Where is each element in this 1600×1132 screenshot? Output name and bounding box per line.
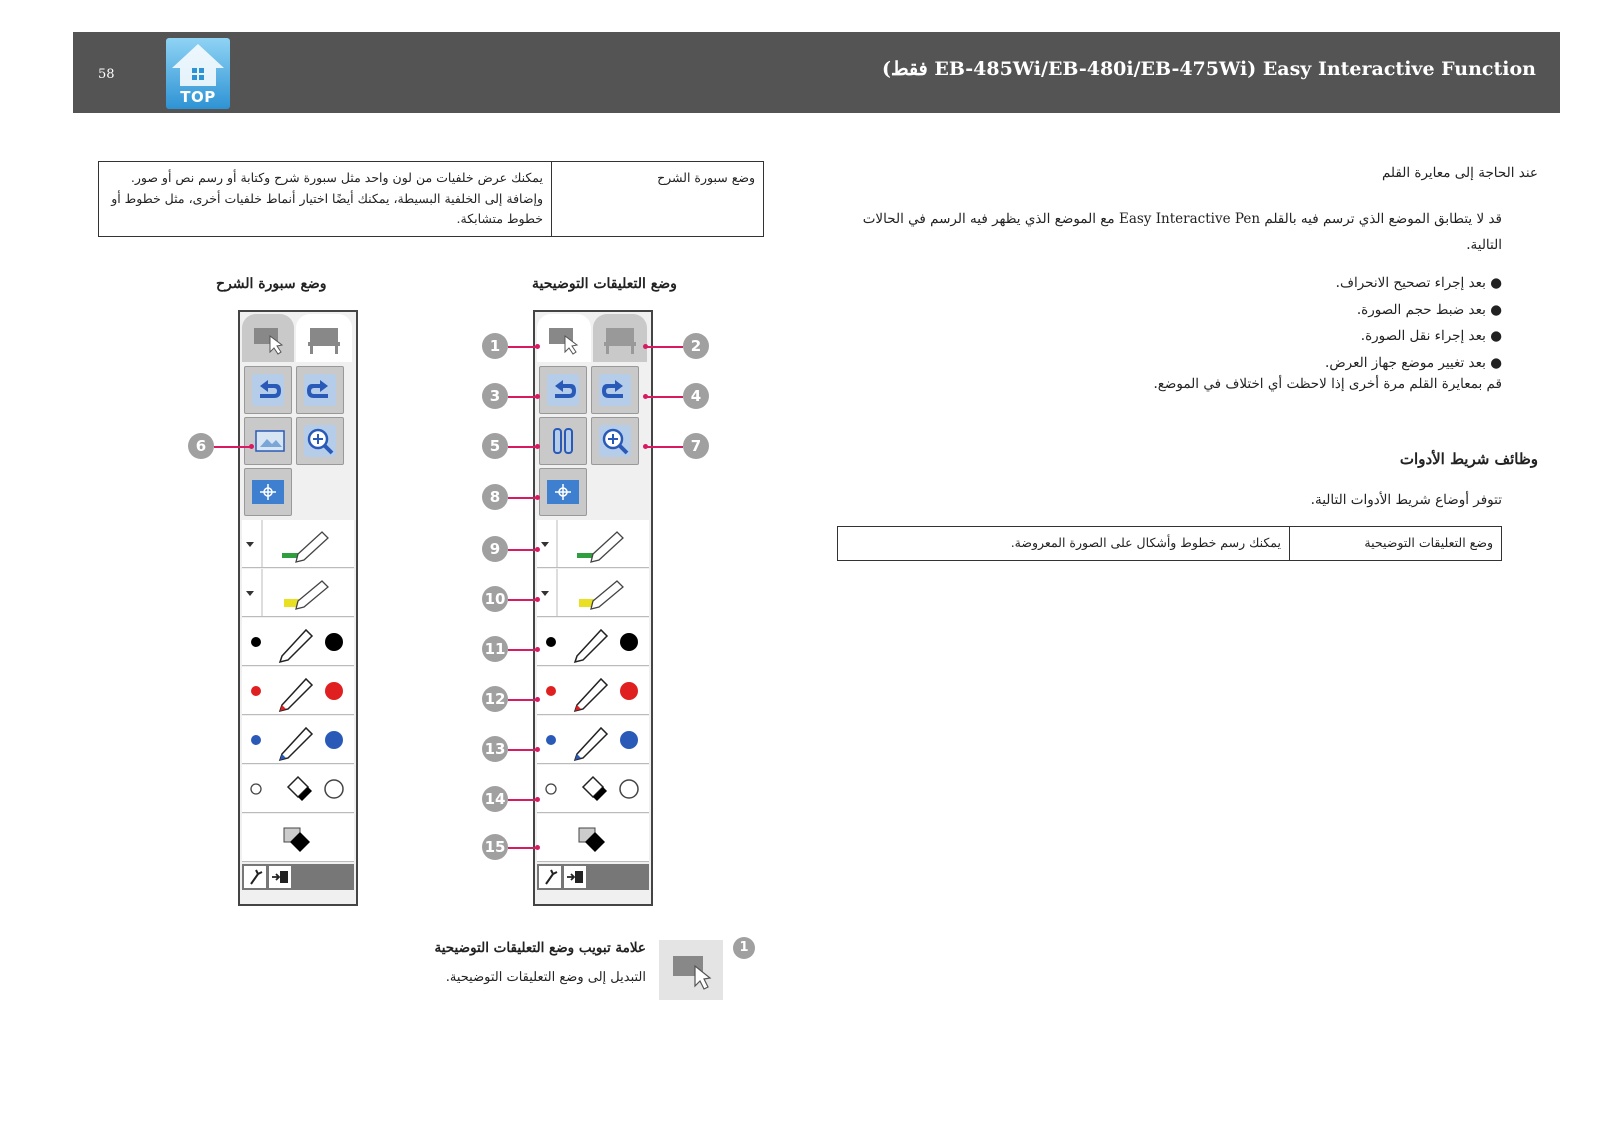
toolbar-footer [242,864,354,890]
callout-number: 15 [482,834,508,860]
caption-annotation-mode: وضع التعليقات التوضيحية [532,276,677,292]
table-desc-cell: يمكنك رسم خطوط وأشكال على الصورة المعروضة. [838,527,1290,561]
bullet-item: ● بعد ضبط حجم الصورة. [1356,301,1502,318]
item1-description: التبديل إلى وضع التعليقات التوضيحية. [445,970,646,985]
leader-line [508,799,538,801]
marker-yellow-icon [242,569,354,616]
pen-black-icon [242,618,354,665]
leader-line [645,346,683,348]
blue-pen-row[interactable] [242,716,354,764]
heading-calibration: عند الحاجة إلى معايرة القلم [1381,165,1538,181]
annotation-mode-table [837,526,1502,561]
leader-line [508,346,538,348]
exit-button[interactable] [564,866,586,888]
callout-number: 3 [482,383,508,409]
leader-dot [535,444,540,449]
table-mode-cell: وضع سبورة الشرح [552,162,764,237]
leader-line [645,446,683,448]
yellow-marker-row[interactable] [242,569,354,617]
leader-dot [643,344,648,349]
exit-icon [269,866,291,888]
toolbar-footer [537,864,649,890]
callout-number: 5 [482,433,508,459]
eraser-icon [537,765,649,812]
leader-dot [535,797,540,802]
annotation-tab-icon [537,314,591,362]
table-desc-cell: يمكنك عرض خلفيات من لون واحد مثل سبورة شرح وكتابة أو رسم نص أو صور. وإضافة إلى الخلفية البسيطة، يمكنك أيضًا اختيار أنماط خلفيات أخرى، مثل خطوط أو خطوط متشابكة. [99,162,552,237]
leader-line [508,847,538,849]
bullet-list [1325,270,1502,376]
eraser-row[interactable] [242,765,354,813]
zoom-button[interactable] [591,417,639,465]
leader-line [645,396,683,398]
top-logo-label: TOP [180,88,216,106]
black-pen-row[interactable] [242,618,354,666]
exit-button[interactable] [269,866,291,888]
leader-dot [535,647,540,652]
annotation-tab-icon [242,314,294,362]
green-marker-row[interactable] [537,520,649,568]
whiteboard-toolbar [238,310,358,906]
clear-screen-icon [537,814,649,861]
leader-dot [249,444,254,449]
settings-button[interactable] [539,866,561,888]
zoom-button[interactable] [296,417,344,465]
annotation-tab-icon [659,940,723,1000]
leader-dot [535,344,540,349]
item1-title: علامة تبويب وضع التعليقات التوضيحية [434,940,646,956]
zoom-icon [597,423,633,459]
pen-black-icon [537,618,649,665]
callout-number: 9 [482,536,508,562]
tab-annotation[interactable] [537,314,591,362]
annotation-tab-thumbnail [659,940,723,1000]
page-title: (فقط EB-485Wi/EB-480i/EB-475Wi) Easy Interactive Function [882,58,1536,80]
whiteboard-mode-table [98,161,764,237]
leader-line [508,446,538,448]
callout-number: 13 [482,736,508,762]
tab-whiteboard[interactable] [593,314,647,362]
paragraph-calibration: قد لا يتطابق الموضع الذي ترسم فيه بالقلم Easy Interactive Pen مع الموضع الذي يظهر فيه الرسم في الحالات التالية. [862,211,1502,253]
callout-number: 1 [482,333,508,359]
leader-dot [643,444,648,449]
red-pen-row[interactable] [242,667,354,715]
callout-number: 7 [683,433,709,459]
pause-icon [545,423,581,459]
undo-icon [545,372,581,408]
leader-line [508,396,538,398]
leader-dot [535,547,540,552]
pen-blue-icon [537,716,649,763]
leader-dot [643,394,648,399]
undo-button[interactable] [539,366,587,414]
marker-green-icon [537,520,649,567]
callout-number: 2 [683,333,709,359]
exit-icon [564,866,586,888]
undo-icon [250,372,286,408]
leader-dot [535,845,540,850]
leader-line [508,549,538,551]
leader-line [508,749,538,751]
background-select-button[interactable] [244,417,292,465]
leader-line [508,699,538,701]
annotation-toolbar [533,310,653,906]
settings-button[interactable] [244,866,266,888]
tab-annotation[interactable] [242,314,294,362]
blue-pen-row[interactable] [537,716,649,764]
pause-button[interactable] [539,417,587,465]
callout-number: 14 [482,786,508,812]
black-pen-row[interactable] [537,618,649,666]
bullet-item: ● بعد تغيير موضع جهاز العرض. [1325,354,1502,371]
leader-line [508,599,538,601]
zoom-icon [302,423,338,459]
pen-red-icon [242,667,354,714]
bullet-item: ● بعد إجراء نقل الصورة. [1360,328,1502,344]
wrench-icon [244,866,266,888]
pen-red-icon [537,667,649,714]
leader-dot [535,697,540,702]
screen-icon [545,474,581,510]
paragraph-toolbar-modes: تتوفر أوضاع شريط الأدوات التالية. [1310,492,1502,508]
page-number: 58 [98,67,115,82]
redo-button[interactable] [296,366,344,414]
redo-icon [302,372,338,408]
leader-line [508,497,538,499]
callout-number: 12 [482,686,508,712]
leader-dot [535,597,540,602]
undo-button[interactable] [244,366,292,414]
background-icon [250,423,286,459]
whiteboard-tab-icon [593,314,647,362]
marker-green-icon [242,520,354,567]
marker-yellow-icon [537,569,649,616]
wrench-icon [539,866,561,888]
pen-blue-icon [242,716,354,763]
whiteboard-tab-icon [296,314,352,362]
house-icon [166,38,230,90]
top-logo-button[interactable] [166,38,230,109]
display-area-button[interactable] [244,468,292,516]
tab-whiteboard[interactable] [296,314,352,362]
redo-button[interactable] [591,366,639,414]
leader-dot [535,747,540,752]
bullet-item: ● بعد إجراء تصحيح الانحراف. [1335,275,1502,291]
clear-screen-row[interactable] [537,814,649,862]
callout-number: 8 [482,484,508,510]
green-marker-row[interactable] [242,520,354,568]
screen-icon [250,474,286,510]
clear-screen-icon [242,814,354,861]
redo-icon [597,372,633,408]
callout-number: 11 [482,636,508,662]
red-pen-row[interactable] [537,667,649,715]
item-number-badge: 1 [733,937,755,959]
display-area-button[interactable] [539,468,587,516]
heading-toolbar-functions: وظائف شريط الأدوات [1399,450,1538,468]
clear-screen-row[interactable] [242,814,354,862]
leader-dot [535,394,540,399]
paragraph-recalibrate: قم بمعايرة القلم مرة أخرى إذا لاحظت أي اختلاف في الموضع. [1153,376,1502,392]
callout-number: 10 [482,586,508,612]
eraser-row[interactable] [537,765,649,813]
caption-whiteboard-mode: وضع سبورة الشرح [216,276,327,292]
yellow-marker-row[interactable] [537,569,649,617]
leader-line [508,649,538,651]
callout-number: 6 [188,433,214,459]
leader-dot [535,495,540,500]
callout-number: 4 [683,383,709,409]
leader-line [214,446,252,448]
table-mode-cell: وضع التعليقات التوضيحية [1290,527,1502,561]
eraser-icon [242,765,354,812]
